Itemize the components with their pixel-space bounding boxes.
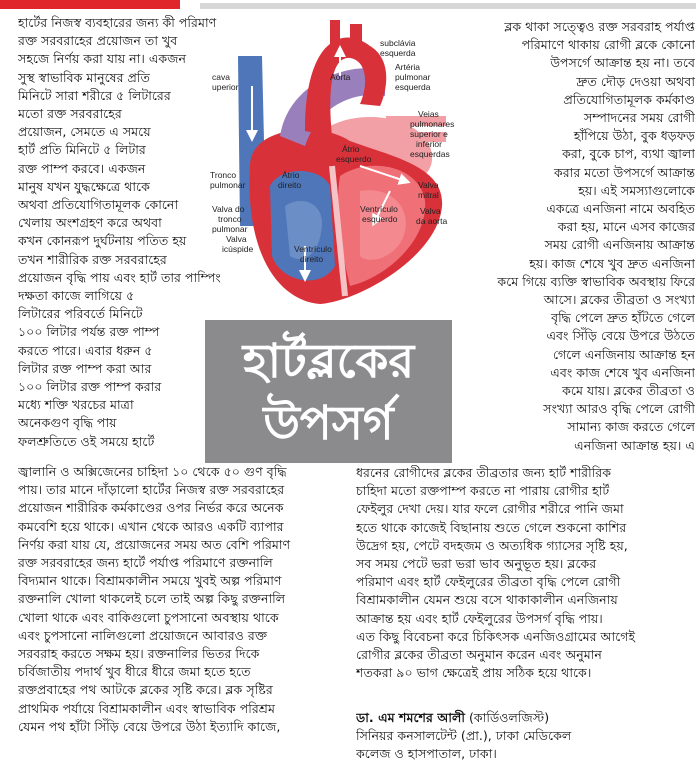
paragraph-line: যেমন পথ হাঁটা সিঁড়ি বেয়ে উপরে উঠা ইত্যাদি কাজে, — [18, 718, 281, 734]
paragraph-line: দক্ষতা কাজে লাগিয়ে ৫ — [18, 288, 135, 304]
paragraph-line: এবং কাজ শেষে খুব এনজিনা — [550, 364, 695, 380]
paragraph-line: হাঁপিয়ে উঠা, বুক ধড়ফড় — [573, 128, 695, 144]
author-affiliation-1: সিনিয়র কনসালটেন্ট (প্রা.), ঢাকা মেডিকেল — [356, 728, 572, 744]
paragraph-line: পায়। তার মানে দাঁড়ালো হার্টের নিজস্ব রক্ত সরবরাহের — [18, 482, 285, 498]
paragraph-line: মিনিটে সারা শরীরে ৫ লিটারের — [18, 87, 171, 103]
label-valva-tronco-3: pulmonar — [212, 224, 248, 234]
paragraph-line: গেলে এনজিনায় আক্রান্ত হন — [552, 346, 695, 362]
paragraph-line: দ্রুত দৌড় দেওয়া অথবা — [576, 73, 695, 89]
paragraph-line: ১০০ লিটার রক্ত পাম্প করার — [18, 379, 162, 395]
paragraph-line: সময় রোগী এনজিনায় আক্রান্ত — [544, 237, 695, 253]
paragraph-line: তখন শারীরিক রক্ত সরবরাহের — [18, 251, 167, 267]
label-valva-mitral-1: Valva — [418, 180, 439, 190]
label-superior: uperior — [212, 82, 239, 92]
paragraph-line: লিটার রক্ত পাম্প করা আর — [18, 360, 152, 376]
paragraph-line: করার মতো উপসর্গে আক্রান্ত — [553, 164, 695, 180]
label-ventriculo-dir-2: direito — [300, 254, 324, 264]
paragraph-line: রক্ত পাম্প করবে। একজন — [18, 160, 146, 176]
paragraph-line: ধরনের রোগীদের ব্লকের তীব্রতার জন্য হার্ট শারীরিক — [356, 465, 612, 480]
paragraph-line: সরবরাহ করতে সক্ষম হয়। রক্তনালির ভিতর দিকে — [18, 646, 260, 662]
paragraph-line: এবং চুপসানো নালিগুলো প্রয়োজনে আবারও রক্ত — [18, 627, 268, 643]
paragraph-line: হয়। এই সমস্যাগুলোকে — [578, 182, 695, 198]
paragraph-line: প্রয়োজন বৃদ্ধি পায় এবং হার্ট তার পাম্পিং — [18, 269, 221, 285]
paragraph-line: হয়। কাজ শেষে খুব দ্রুত এনজিনা — [529, 255, 695, 271]
paragraph-line: আসে। ব্লকের তীব্রতা ও সংখ্যা — [543, 292, 695, 308]
label-inferior: inferior — [416, 139, 442, 149]
label-esquerda2: esquerda — [395, 82, 431, 92]
paragraph-line: ফলশ্রুতিতে ওই সময়ে হার্টে — [18, 433, 155, 449]
paragraph-line: চর্বিজাতীয় পদার্থ খুব ধীরে ধীরে জমা হতে হতে — [18, 664, 251, 680]
paragraph-line: রক্তপ্রবাহের পথ আটকে ব্লকের সৃষ্টি করে। ব্লক সৃষ্টির — [18, 682, 273, 698]
paragraph-line: এনজিনা আক্রান্ত হয়। এ — [574, 437, 695, 453]
paragraph-line: হতে থাকে কাজেই বিছানায় শুতে গেলে শুকনো কাশির — [356, 519, 627, 535]
label-ventriculo-dir-1: Ventrículo — [294, 244, 332, 254]
paragraph-line: অথবা প্রতিযোগিতামূলক কোনো — [18, 197, 179, 213]
paragraph-line: রক্তনালি খোলা থাকলেই চলে তাই অল্প কিছু রক্তনালি — [18, 591, 286, 607]
paragraph-line: কমবেশি হয়ে থাকে। এখান থেকে আরও একটি ব্যাপার — [18, 518, 284, 534]
paragraph-line: শতকরা ৯০ ভাগ ক্ষেত্রেই প্রায় সঠিক হয়ে থাকে। — [356, 665, 592, 681]
carotid-artery — [330, 20, 340, 50]
paragraph-line: প্রয়োজন, সেমতে এ সময়ে — [18, 124, 151, 140]
label-aorta: Aorta — [330, 72, 351, 82]
label-esquerdas: esquerdas — [410, 149, 450, 159]
paragraph-line: করা হয়, মানে এসব কাজের — [557, 219, 695, 235]
paragraph-line: হার্টের নিজস্ব ব্যবহারের জন্য কী পরিমাণ — [18, 15, 217, 30]
label-arteria: Artéria — [395, 62, 421, 72]
label-pulmonar: pulmonar — [395, 72, 431, 82]
label-valva-tronco-1: Valva do — [212, 204, 245, 214]
label-atrio-esq-2: esquerdo — [336, 154, 372, 164]
subclavian-artery — [350, 24, 362, 54]
label-atrio-dir-2: direito — [278, 180, 302, 190]
paragraph-line: এবং সিঁড়ি বেয়ে উপরে উঠতে — [546, 328, 695, 344]
paragraph-line: প্রয়োজন শারীরিক কর্মকাণ্ডের ওপর নির্ভর করে অনেক — [18, 500, 284, 516]
paragraph-line: সুস্থ স্বাভাবিক মানুষের প্রতি — [18, 69, 150, 85]
paragraph-line: লিটারের পরিবর্তে মিনিটে — [18, 306, 143, 322]
paragraph-line: পরিমাণ এবং হার্ট ফেইলুরের তীব্রতা বৃদ্ধি পেলে রোগী — [356, 574, 621, 590]
paragraph-line: একত্রে এনজিনা নামে অবহিত — [546, 201, 695, 217]
paragraph-line: কমে যায়। ব্লকের তীব্রতা ও — [562, 383, 695, 399]
paragraph-line: করা, বুকে চাপ, ব্যথা জ্বালা — [562, 146, 695, 162]
label-valva-tronco-2: tronco — [218, 214, 242, 224]
label-ventriculo-esq-2: esquerdo — [362, 214, 398, 224]
paragraph-line: রোগীর ব্লকের তীব্রতা অনুমান করেন এবং অনুমান — [356, 647, 602, 663]
paragraph-line: বিশ্রামকালীন যেমন শুয়ে বসে থাকাকালীন এনজিনায় — [356, 592, 618, 608]
top-red-bar — [0, 0, 180, 9]
paragraph-line: মানুষ যখন যুদ্ধক্ষেত্রে থাকে — [18, 178, 150, 194]
paragraph-line: উপসর্গে আক্রান্ত হয় না। তবে — [550, 55, 695, 71]
label-ventriculo-esq-1: Ventrículo — [360, 204, 398, 214]
paragraph-line: খোলা থাকে এবং বাকিগুলো চুপসানো অবস্থায় থাকে — [18, 609, 279, 625]
paragraph-line: খেলায় অংশগ্রহণ করে অথবা — [18, 215, 162, 231]
label-valva-aorta-2: da aorta — [416, 216, 448, 226]
paragraph-line: হার্ট প্রতি মিনিটে ৫ লিটার — [18, 142, 146, 158]
paragraph-line: আক্রান্ত হয় এবং হার্ট ফেইলুরের উপসর্গ বৃদ্ধি পায়। — [356, 610, 603, 626]
headline-line-1: হার্টব্লকের — [242, 334, 415, 389]
paragraph-line: প্রাথমিক পর্যায়ে বিশ্রামকালীন এবং স্বাভাবিক পরিশ্রম — [18, 700, 275, 716]
paragraph-line: পরিমাণে থাকায় রোগী ব্লকে কোনো — [521, 37, 695, 53]
paragraph-line: করতে পারে। এবার ধরুন ৫ — [18, 342, 153, 358]
paragraph-line: সম্পাদনের সময় রোগী — [584, 110, 695, 126]
label-valva-mitral-2: mitral — [418, 190, 439, 200]
paragraph-line: বিদ্যমান থাকে। বিশ্রামকালীন সময়ে খুবই অল্প পরিমাণ — [18, 573, 282, 589]
label-atrio-esq-1: Átrio — [342, 144, 360, 154]
paragraph-line: সব সময় পেটে ভরা ভরা ভাব অনুভূত হয়। ব্লকের — [356, 556, 597, 572]
column-2-bottom — [356, 464, 692, 682]
label-valva-tric-1: Valva — [226, 234, 247, 244]
paragraph-line: নির্ণয় করা যায় যে, প্রয়োজনের সময় অত বেশি পরিমাণ — [18, 536, 291, 552]
paragraph-line: ১০০ লিটার পর্যন্ত রক্ত পাম্প — [18, 324, 160, 340]
paragraph-line: ফেইলুর দেখা দেয়। যার ফলে রোগীর শরীরে পানি জমা — [356, 501, 624, 517]
label-esquerda-top: esquerda — [380, 48, 416, 58]
paragraph-line: চাহিদা মতো রক্তপাম্প করতে না পারায় রোগীর হার্ট — [356, 483, 610, 499]
label-tronco-2: pulmonar — [210, 180, 246, 190]
label-superior-e: superior e — [410, 129, 448, 139]
paragraph-line: প্রতিযোগিতামূলক কর্মকাণ্ড — [563, 91, 695, 107]
byline — [356, 709, 692, 764]
paragraph-line: রক্ত সরবরাহের জন্য হার্টে পর্যাপ্ত পরিমাণে রক্তনালি — [18, 555, 273, 571]
paragraph-line: রক্ত সরবরাহের প্রয়োজন তা খুব — [18, 33, 178, 49]
paragraph-line: মতো রক্ত সরবরাহের — [18, 106, 122, 122]
headline-line-2: উপসর্গ — [263, 396, 394, 451]
paragraph-line: অনেকগুণ বৃদ্ধি পায় — [18, 415, 117, 431]
author-role: (কার্ডিওলজিস্ট) — [465, 710, 550, 725]
paragraph-line: এত কিছু বিবেচনা করে চিকিৎসক এনজিওগ্রামের আগেই — [356, 628, 636, 644]
label-cava: cava — [212, 72, 230, 82]
paragraph-line: ব্লক থাকা সত্ত্বেও রক্ত সরবরাহ পর্যাপ্ত — [504, 19, 695, 34]
column-1-top — [18, 14, 270, 451]
paragraph-line: মধ্যে শক্তি খরচের মাত্রা — [18, 397, 134, 413]
label-pulmonares: pulmonares — [410, 119, 455, 129]
paragraph-line: সামান্য কাজ করতে গেলে — [567, 419, 695, 435]
author-name: ডা. এম শমশের আলী — [356, 710, 465, 725]
top-gray-bar — [200, 3, 696, 9]
label-subclavia: subclávia — [380, 38, 416, 48]
paragraph-line: বৃদ্ধি পেলে দ্রুত হাঁটতে গেলে — [551, 310, 695, 326]
label-valva-aorta-1: Valva — [420, 206, 441, 216]
label-valva-tric-2: icúspide — [222, 244, 254, 254]
paragraph-line: সহজে নির্ণয় করা যায় না। একজন — [18, 51, 186, 67]
label-atrio-dir-1: Átrio — [282, 170, 300, 180]
paragraph-line: কখন কোনরূপ দুর্ঘটনায় পতিত হয় — [18, 233, 187, 249]
paragraph-line: সংখ্যা আরও বৃদ্ধি পেলে রোগী — [543, 401, 695, 417]
paragraph-line: কমে গিয়ে ব্যক্তি স্বাভাবিক অবস্থায় ফিরে — [497, 273, 695, 289]
paragraph-line: উদ্রেগ হয়, পেটে বদহজম ও অত্যধিক গ্যাসের সৃষ্টি হয়, — [356, 537, 628, 553]
paragraph-line: জ্বালানি ও অক্সিজেনের চাহিদা ১০ থেকে ৫০ গুণ বৃদ্ধি — [18, 464, 287, 479]
label-veias: Veias — [418, 109, 439, 119]
author-affiliation-2: কলেজ ও হাসপাতাল, ঢাকা। — [356, 746, 497, 762]
column-1-bottom — [18, 463, 354, 736]
column-2-top — [459, 18, 695, 455]
label-tronco-1: Tronco — [210, 170, 237, 180]
